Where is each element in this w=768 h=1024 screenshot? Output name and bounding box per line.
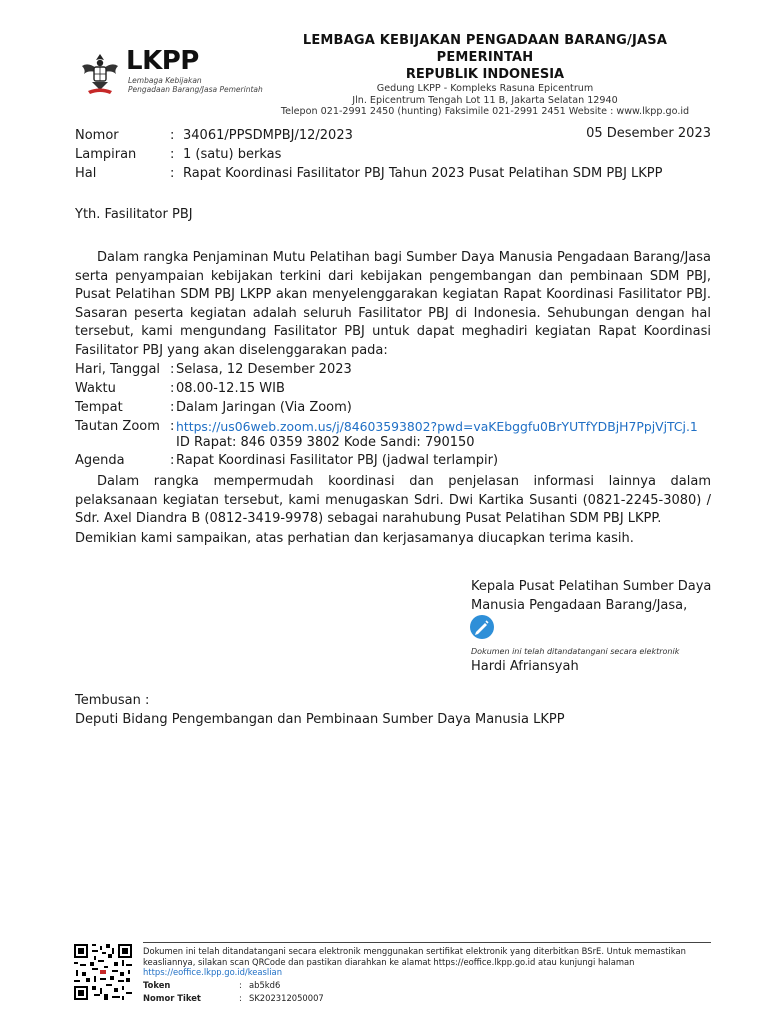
agenda-value: Rapat Koordinasi Fasilitator PBJ (jadwal terlampir) xyxy=(176,453,499,468)
zoom-link[interactable]: https://us06web.zoom.us/j/84603593802?pwd=vaKEbggfu0BrYUTfYDBjH7PpjVjTCj.1 xyxy=(176,419,698,434)
institution-title: LEMBAGA KEBIJAKAN PENGADAAN BARANG/JASA PEMERINTAH xyxy=(302,33,668,65)
colon: : xyxy=(170,147,175,162)
letter-date: 05 Desember 2023 xyxy=(586,126,711,141)
token-row xyxy=(143,980,281,991)
tembusan-item: Deputi Bidang Pengembangan dan Pembinaan Sumber Daya Manusia LKPP xyxy=(75,712,565,727)
ticket-label: Nomor Tiket xyxy=(143,993,201,1003)
agenda-label: Agenda xyxy=(75,453,125,468)
logo-subtitle xyxy=(128,76,263,94)
hal-value: Rapat Koordinasi Fasilitator PBJ Tahun 2023 Pusat Pelatihan SDM PBJ LKPP xyxy=(183,166,663,181)
paragraph-3: Demikian kami sampaikan, atas perhatian dan kerjasamanya diucapkan terima kasih. xyxy=(75,531,634,546)
token-label: Token xyxy=(143,980,171,990)
hal-label: Hal xyxy=(75,166,97,181)
hari-label: Hari, Tanggal xyxy=(75,362,161,377)
garuda-emblem-icon xyxy=(78,50,122,96)
tautan-label: Tautan Zoom xyxy=(75,419,160,434)
lampiran-value: 1 (satu) berkas xyxy=(183,147,282,162)
colon: : xyxy=(170,362,175,377)
colon: : xyxy=(170,400,175,415)
logo-subtitle-line-2: Pengadaan Barang/Jasa Pemerintah xyxy=(128,85,263,94)
tembusan-label: Tembusan : xyxy=(75,693,150,708)
address-line-2: Jln. Epicentrum Tengah Lot 11 B, Jakarta Selatan 12940 xyxy=(352,94,618,106)
qr-code-icon xyxy=(74,944,132,1000)
paragraph-2: Dalam rangka mempermudah koordinasi dan penjelasan informasi lainnya dalam pelaksanaan kegiatan tersebut, kami menugaskan Sdri. Dwi Kartika Susanti (0821-2245-3080) / Sdr. Axel Diandra B (0812-3419-9978) sebagai narahubung Pusat Pelatihan SDM PBJ LKPP. xyxy=(75,474,711,527)
colon: : xyxy=(170,128,175,143)
verification-link[interactable]: https://eoffice.lkpp.go.id/keaslian xyxy=(143,967,282,977)
institution-country: REPUBLIK INDONESIA xyxy=(405,67,565,82)
nomor-label: Nomor xyxy=(75,128,119,143)
waktu-value: 08.00-12.15 WIB xyxy=(176,381,285,396)
ticket-row xyxy=(143,993,324,1004)
footer-note-line-1: Dokumen ini telah ditandatangani secara elektronik menggunakan sertifikat elektronik yang diterbitkan BSrE. Untuk memastikan xyxy=(143,946,686,956)
colon: : xyxy=(239,993,242,1003)
tempat-value: Dalam Jaringan (Via Zoom) xyxy=(176,400,352,415)
colon: : xyxy=(170,381,175,396)
pen-icon xyxy=(470,615,494,639)
colon: : xyxy=(170,166,175,181)
colon: : xyxy=(170,419,175,434)
e-signature-badge-icon xyxy=(470,615,494,639)
colon: : xyxy=(239,980,242,990)
meeting-id: ID Rapat: 846 0359 3802 Kode Sandi: 790150 xyxy=(176,435,475,450)
position-line-1: Kepala Pusat Pelatihan Sumber Daya xyxy=(471,579,712,594)
ticket-value: SK202312050007 xyxy=(249,993,324,1003)
token-value: ab5kd6 xyxy=(249,980,281,990)
address-line-1: Gedung LKPP - Kompleks Rasuna Epicentrum xyxy=(376,83,594,94)
lkpp-logo xyxy=(78,48,268,98)
paragraph-1: Dalam rangka Penjaminan Mutu Pelatihan bagi Sumber Daya Manusia Pengadaan Barang/Jasa serta penyampaian kebijakan terkini dari kebijakan pengembangan dan pembinaan SDM PBJ, Pusat Pelatihan SDM PBJ LKPP akan menyelenggarakan kegiatan Rapat Koordinasi Fasilitator PBJ. Sasaran peserta kegiatan adalah seluruh Fasilitator PBJ di Indonesia. Sehubungan dengan hal tersebut, kami mengundang Fasilitator PBJ untuk dapat meghadiri kegiatan Rapat Koordinasi Fasilitator PBJ yang akan diselenggarakan pada: xyxy=(75,250,711,358)
contact-line: Telepon 021-2991 2450 (hunting) Faksimile 021-2991 2451 Website : www.lkpp.go.id xyxy=(280,106,690,117)
hari-value: Selasa, 12 Desember 2023 xyxy=(176,362,352,377)
logo-wordmark: LKPP xyxy=(126,46,199,76)
salutation: Yth. Fasilitator PBJ xyxy=(75,207,193,222)
letterhead-text xyxy=(260,32,710,118)
footer-note-line-2: keasliannya, silakan scan QRCode dan pastikan diarahkan ke alamat https://eoffice.lkpp.go.id atau kunjungi halaman xyxy=(143,956,635,967)
footer-divider xyxy=(143,942,711,943)
logo-subtitle-line-1: Lembaga Kebijakan xyxy=(128,76,202,85)
signatory-name: Hardi Afriansyah xyxy=(471,659,579,674)
tempat-label: Tempat xyxy=(75,400,123,415)
waktu-label: Waktu xyxy=(75,381,116,396)
signatory-position xyxy=(471,578,711,615)
colon: : xyxy=(170,453,175,468)
e-signature-note: Dokumen ini telah ditandatangani secara elektronik xyxy=(471,647,680,656)
lampiran-label: Lampiran xyxy=(75,147,137,162)
nomor-value: 34061/PPSDMPBJ/12/2023 xyxy=(183,128,353,143)
position-line-2: Manusia Pengadaan Barang/Jasa, xyxy=(471,597,688,613)
